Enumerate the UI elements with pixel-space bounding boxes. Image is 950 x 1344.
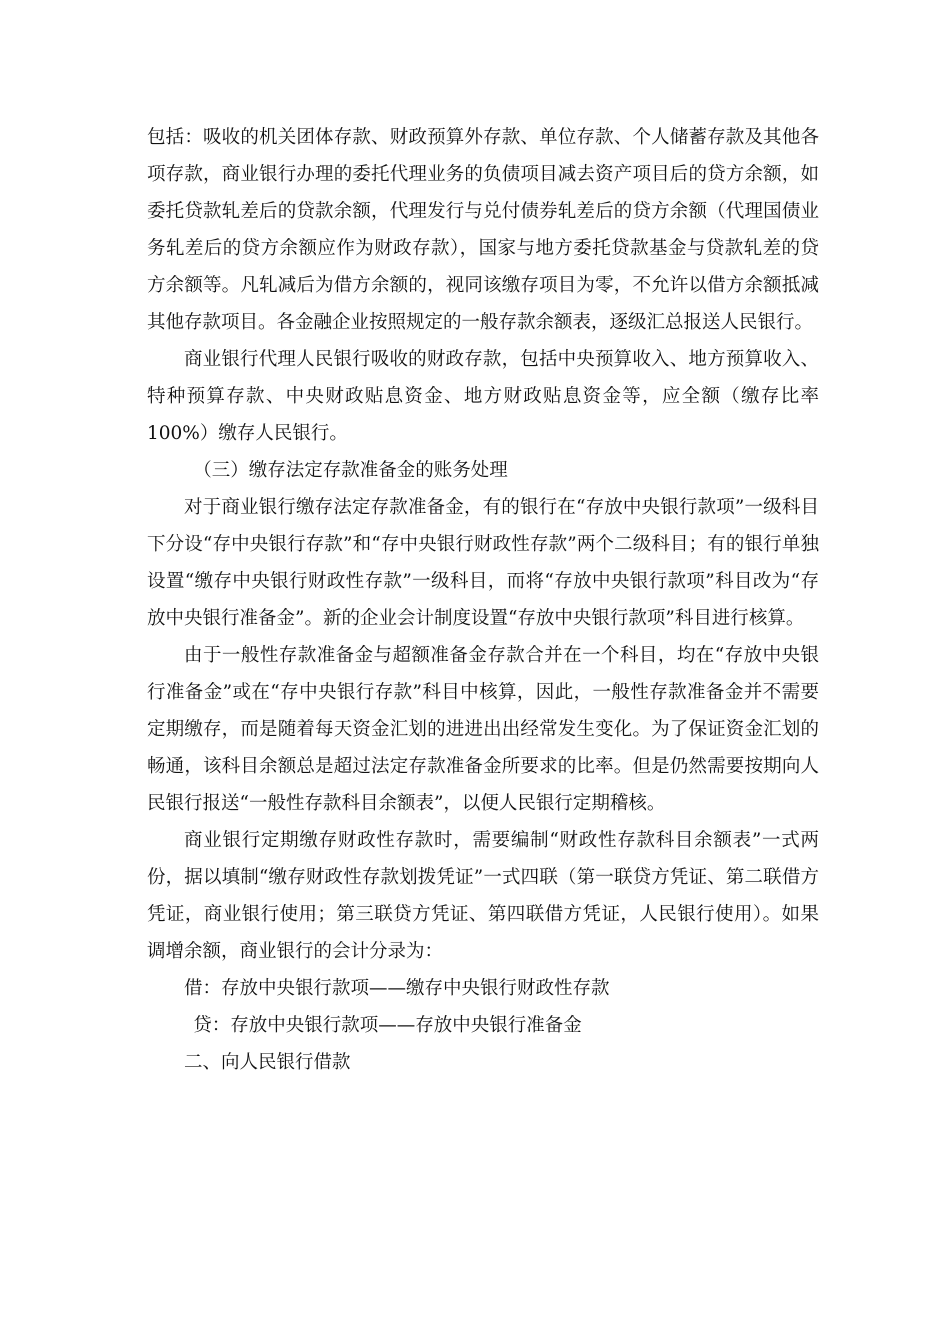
journal-entry-debit: 借：存放中央银行款项——缴存中央银行财政性存款 bbox=[184, 978, 610, 999]
paragraph-fiscal-remittance: 商业银行定期缴存财政性存款时，需要编制“财政性存款科目余额表”一式两份，据以填制“缴存财政性存款划拨凭证”一式四联（第一联贷方凭证、第二联借方凭证，商业银行使用；第三联贷方凭证、第四联借方凭证，人民银行使用）。如果调增余额，商业银行的会计分录为： bbox=[147, 830, 819, 962]
paragraph-deposit-scope: 包括：吸收的机关团体存款、财政预算外存款、单位存款、个人储蓄存款及其他各项存款，商业银行办理的委托代理业务的负债项目减去资产项目后的贷方余额，如委托贷款轧差后的贷款余额，代理发行与兑付债券轧差后的贷方余额（代理国债业务轧差后的贷方余额应作为财政存款），国家与地方委托贷款基金与贷款轧差的贷方余额等。凡轧减后为借方余额的，视同该缴存项目为零，不允许以借方余额抵减其他存款项目。各金融企业按照规定的一般存款余额表，逐级汇总报送人民银行。 bbox=[147, 127, 819, 333]
section-subheading: （三）缴存法定存款准备金的账务处理 bbox=[193, 460, 508, 481]
document-body bbox=[147, 119, 819, 1081]
paragraph-fiscal-deposits: 商业银行代理人民银行吸收的财政存款，包括中央预算收入、地方预算收入、特种预算存款、中央财政贴息资金、地方财政贴息资金等，应全额（缴存比率100%）缴存人民银行。 bbox=[147, 349, 819, 444]
paragraph-account-setup: 对于商业银行缴存法定存款准备金，有的银行在“存放中央银行款项”一级科目下分设“存中央银行存款”和“存中央银行财政性存款”两个二级科目；有的银行单独设置“缴存中央银行财政性存款”一级科目，而将“存放中央银行款项”科目改为“存放中央银行准备金”。新的企业会计制度设置“存放中央银行款项”科目进行核算。 bbox=[147, 497, 819, 629]
paragraph-general-reserve: 由于一般性存款准备金与超额准备金存款合并在一个科目，均在“存放中央银行准备金”或在“存中央银行存款”科目中核算，因此，一般性存款准备金并不需要定期缴存，而是随着每天资金汇划的进进出出经常发生变化。为了保证资金汇划的畅通，该科目余额总是超过法定存款准备金所要求的比率。但是仍然需要按期向人民银行报送“一般性存款科目余额表”，以便人民银行定期稽核。 bbox=[147, 645, 819, 814]
section-heading: 二、向人民银行借款 bbox=[184, 1052, 351, 1073]
journal-entry-credit: 贷：存放中央银行款项——存放中央银行准备金 bbox=[193, 1015, 582, 1036]
